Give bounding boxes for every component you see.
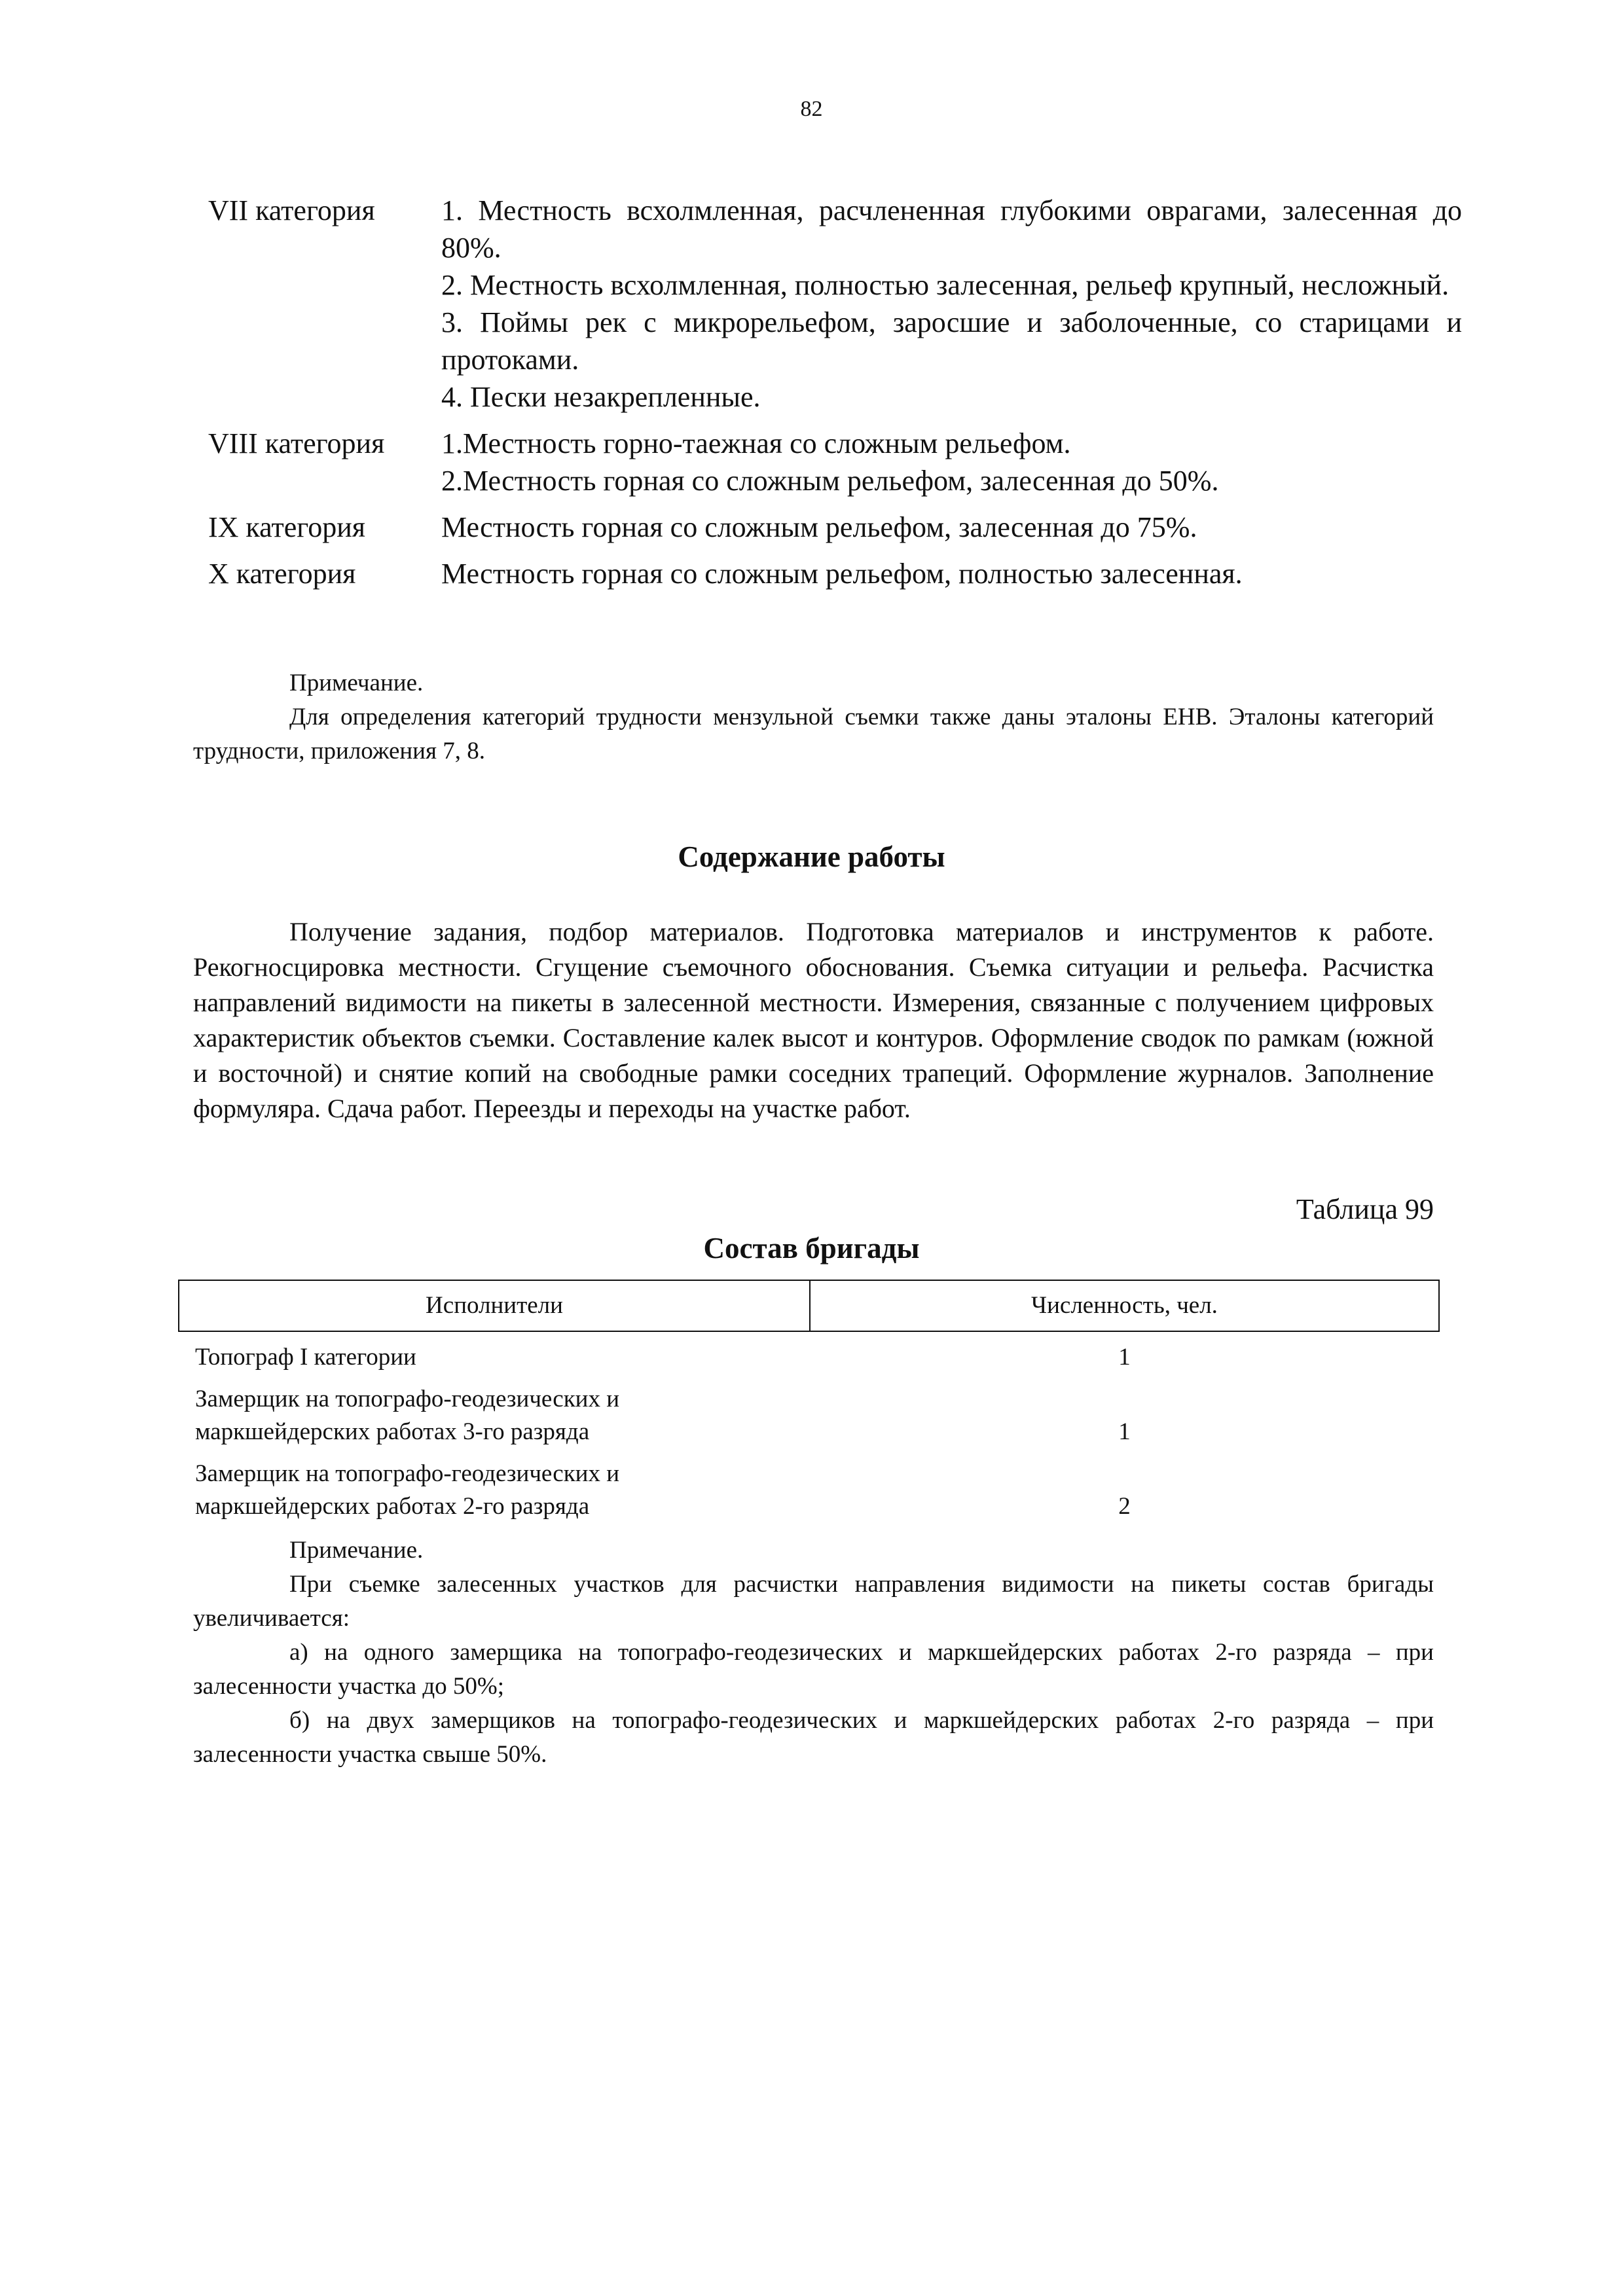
section-heading-work-content: Содержание работы (678, 840, 945, 873)
category-name: VIII категория (208, 427, 385, 459)
category-row (208, 499, 1462, 546)
table-header-row (179, 1280, 1439, 1331)
table-number: Таблица 99 (1296, 1193, 1434, 1225)
category-item: 1. Местность всхолмленная, расчлененная глубокими оврагами, залесенная до 80%. (441, 194, 1462, 264)
table-row (179, 1448, 1439, 1523)
count-cell: 2 (1118, 1493, 1131, 1520)
table-row (179, 1374, 1439, 1448)
table-title: Состав бригады (703, 1232, 920, 1265)
column-header-count: Численность, чел. (810, 1280, 1439, 1331)
category-row (208, 546, 1462, 592)
category-description (441, 499, 1462, 546)
column-header-executors: Исполнители (179, 1280, 810, 1331)
crew-table (178, 1280, 1440, 1523)
category-description (441, 192, 1462, 416)
category-item: Местность горная со сложным рельефом, полностью залесенная. (441, 558, 1243, 590)
note-title: Примечание. (289, 1537, 424, 1564)
category-item: 3. Поймы рек с микрорельефом, заросшие и заболоченные, со старицами и протоками. (441, 306, 1462, 376)
category-description (441, 546, 1462, 592)
note-crew (193, 1534, 1434, 1772)
category-description (441, 416, 1462, 499)
work-content-paragraph: Получение задания, подбор материалов. Подготовка материалов и инструментов к работе. Рекогносцировка местности. Сгущение съемочного обоснования. Съемка ситуации и рельефа. Расчистка направлений видимости на пикеты в залесенной местности. Измерения, связанные с получением цифровых характеристик объектов съемки. Составление калек высот и контуров. Оформление сводок по рамкам (южной и восточной) и снятие копий на свободные рамки соседних трапеций. Оформление журналов. Заполнение формуляра. Сдача работ. Переезды и переходы на участке работ. (193, 917, 1434, 1123)
note-item: б) на двух замерщиков на топографо-геодезических и маркшейдерских работах 2-го разряда – при залесенности участка свыше 50%. (193, 1707, 1434, 1768)
category-row (208, 416, 1462, 499)
category-item: 1.Местность горно-таежная со сложным рельефом. (441, 427, 1071, 459)
note-intro: При съемке залесенных участков для расчистки направления видимости на пикеты состав бригады увеличивается: (193, 1571, 1434, 1632)
role-cell: Топограф I категории (195, 1344, 416, 1371)
note-categories (193, 666, 1434, 768)
category-name: X категория (208, 558, 356, 590)
note-item: а) на одного замерщика на топографо-геодезических и маркшейдерских работах 2-го разряда – при залесенности участка до 50%; (193, 1639, 1434, 1700)
category-row (208, 192, 1462, 416)
category-item: 2.Местность горная со сложным рельефом, залесенная до 50%. (441, 465, 1219, 497)
role-cell: Замерщик на топографо-геодезических и маркшейдерских работах 2-го разряда (195, 1460, 620, 1520)
category-name: VII категория (208, 194, 375, 226)
category-item: Местность горная со сложным рельефом, залесенная до 75%. (441, 511, 1197, 543)
category-item: 4. Пески незакрепленные. (441, 381, 761, 413)
count-cell: 1 (1118, 1344, 1131, 1371)
category-item: 2. Местность всхолмленная, полностью залесенная, рельеф крупный, несложный. (441, 269, 1450, 301)
role-cell: Замерщик на топографо-геодезических и маркшейдерских работах 3-го разряда (195, 1386, 620, 1445)
count-cell: 1 (1118, 1418, 1131, 1445)
note-text: Для определения категорий трудности мензульной съемки также даны эталоны ЕНВ. Эталоны категорий трудности, приложения 7, 8. (193, 704, 1434, 764)
table-row (179, 1331, 1439, 1374)
note-title: Примечание. (289, 670, 424, 696)
page-number: 82 (800, 97, 823, 121)
category-name: IX категория (208, 511, 366, 543)
difficulty-categories-table (208, 192, 1462, 592)
